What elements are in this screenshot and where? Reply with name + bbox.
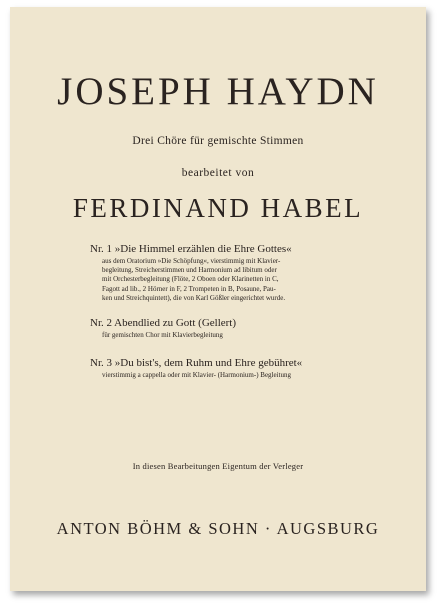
- arranger-name: FERDINAND HABEL: [72, 193, 364, 223]
- chorus-item-title: Nr. 1 »Die Himmel erzählen die Ehre Gottes«: [90, 243, 292, 255]
- chorus-item-title: Nr. 3 »Du bist's, dem Ruhm und Ehre gebühret«: [90, 357, 303, 369]
- rights-notice: In diesen Bearbeitungen Eigentum der Verleger: [132, 461, 304, 471]
- chorus-item-1: [90, 243, 390, 303]
- description-line: mit Orchesterbegleitung (Flöte, 2 Oboen oder Klarinetten in C,: [102, 275, 279, 284]
- chorus-item-description: [90, 257, 390, 303]
- work-subtitle: Drei Chöre für gemischte Stimmen: [132, 135, 304, 147]
- arranged-by-label: bearbeitet von: [181, 167, 255, 179]
- description-line: Fagott ad lib., 2 Hörner in F, 2 Trompeten in B, Posaune, Pau-: [102, 284, 276, 293]
- chorus-item-3: [90, 357, 390, 380]
- chorus-item-description: [90, 371, 390, 380]
- description-line: für gemischten Chor mit Klavierbegleitung: [102, 331, 223, 339]
- description-line: begleitung, Streicherstimmen und Harmonium ad libitum oder: [102, 266, 277, 275]
- chorus-item-description: [90, 331, 390, 340]
- score-cover: [10, 7, 426, 591]
- composer-name: JOSEPH HAYDN: [57, 70, 379, 113]
- description-line: ken und Streichquintett), die von Karl Gößler eingerichtet wurde.: [102, 293, 286, 302]
- chorus-item-title: Nr. 2 Abendlied zu Gott (Gellert): [90, 317, 237, 329]
- description-line: vierstimmig a cappella oder mit Klavier- (Harmonium-) Begleitung: [102, 371, 291, 379]
- chorus-item-2: [90, 317, 390, 340]
- description-line: aus dem Oratorium »Die Schöpfung«, vierstimmig mit Klavier-: [102, 257, 281, 265]
- publisher-name: ANTON BÖHM & SOHN · AUGSBURG: [56, 519, 380, 538]
